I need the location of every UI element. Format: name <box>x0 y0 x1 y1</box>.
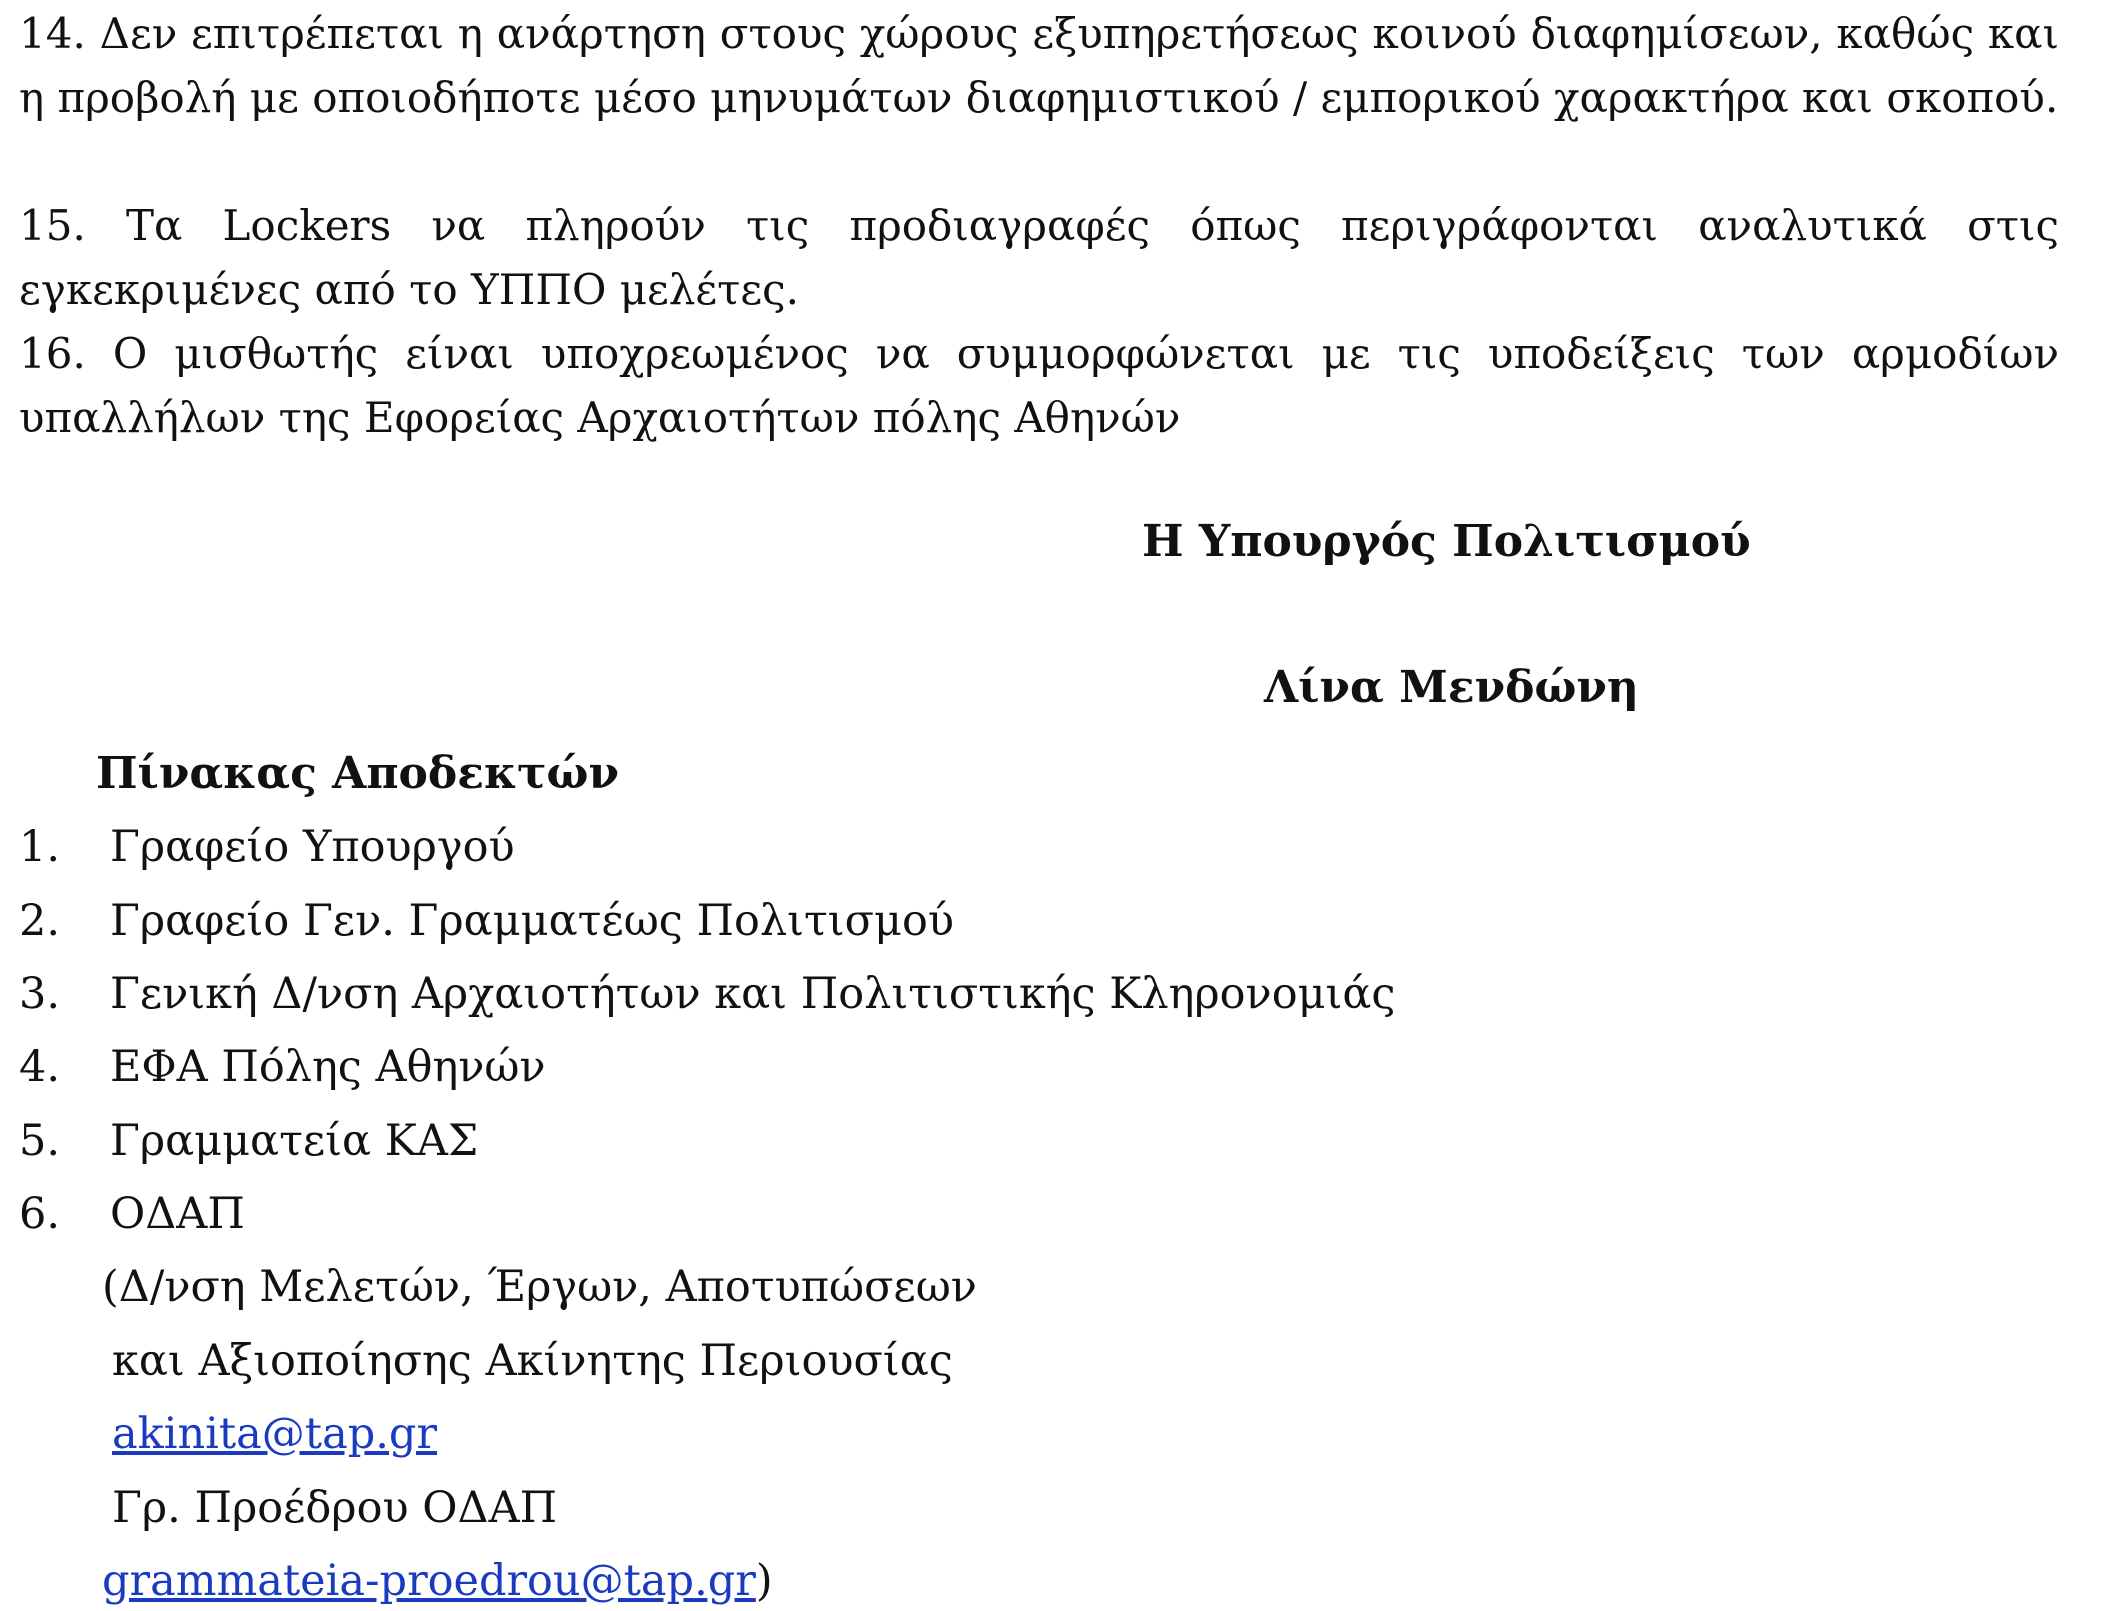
email-line <box>102 1551 773 1611</box>
recipient-item <box>19 817 515 877</box>
signature-title: Η Υπουργός Πολιτισμού <box>1142 516 1751 567</box>
odap-detail-line: (Δ/νση Μελετών, Έργων, Αποτυπώσεων <box>102 1262 977 1312</box>
email-link-akinita[interactable]: akinita@tap.gr <box>112 1409 437 1459</box>
closing-parenthesis: ) <box>755 1556 773 1606</box>
recipient-label: ΟΔΑΠ <box>110 1189 245 1239</box>
paragraph-16: 16. Ο μισθωτής είναι υποχρεωμένος να συμμορφώνεται με τις υποδείξεις των αρμοδίων υπαλλήλων της Εφορείας Αρχαιοτήτων πόλης Αθηνών <box>19 329 2059 442</box>
odap-detail-line: και Αξιοποίησης Ακίνητης Περιουσίας <box>112 1336 953 1386</box>
signature-name: Λίνα Μενδώνη <box>1264 662 1639 713</box>
email-line <box>112 1404 437 1464</box>
paragraph-15: 15. Τα Lockers να πληρούν τις προδιαγραφές όπως περιγράφονται αναλυτικά στις εγκεκριμένες από το ΥΠΠΟ μελέτες. <box>19 201 2059 314</box>
list-number: 5. <box>19 1116 61 1166</box>
list-number: 3. <box>19 969 61 1019</box>
odap-detail-line: Γρ. Προέδρου ΟΔΑΠ <box>112 1483 558 1533</box>
recipient-label: Γραφείο Υπουργού <box>110 822 515 872</box>
recipient-label: Γραμματεία ΚΑΣ <box>110 1116 479 1166</box>
list-number: 4. <box>19 1042 61 1092</box>
list-number: 6. <box>19 1189 61 1239</box>
list-number: 1. <box>19 822 61 872</box>
email-link-grammateia[interactable]: grammateia-proedrou@tap.gr <box>102 1556 756 1606</box>
recipient-item <box>19 964 1396 1024</box>
paragraph-14: 14. Δεν επιτρέπεται η ανάρτηση στους χώρους εξυπηρετήσεως κοινού διαφημίσεων, καθώς και η προβολή με οποιοδήποτε μέσο μηνυμάτων διαφημιστικού / εμπορικού χαρακτήρα και σκοπού. <box>19 9 2059 122</box>
recipient-item <box>19 1184 245 1244</box>
recipient-label: Γραφείο Γεν. Γραμματέως Πολιτισμού <box>110 896 954 946</box>
recipients-heading: Πίνακας Αποδεκτών <box>96 748 619 799</box>
list-number: 2. <box>19 896 61 946</box>
recipient-item <box>19 891 954 951</box>
recipient-label: ΕΦΑ Πόλης Αθηνών <box>110 1042 546 1092</box>
recipient-item <box>19 1111 478 1171</box>
recipient-item <box>19 1037 546 1097</box>
recipient-label: Γενική Δ/νση Αρχαιοτήτων και Πολιτιστικής Κληρονομιάς <box>110 969 1396 1019</box>
